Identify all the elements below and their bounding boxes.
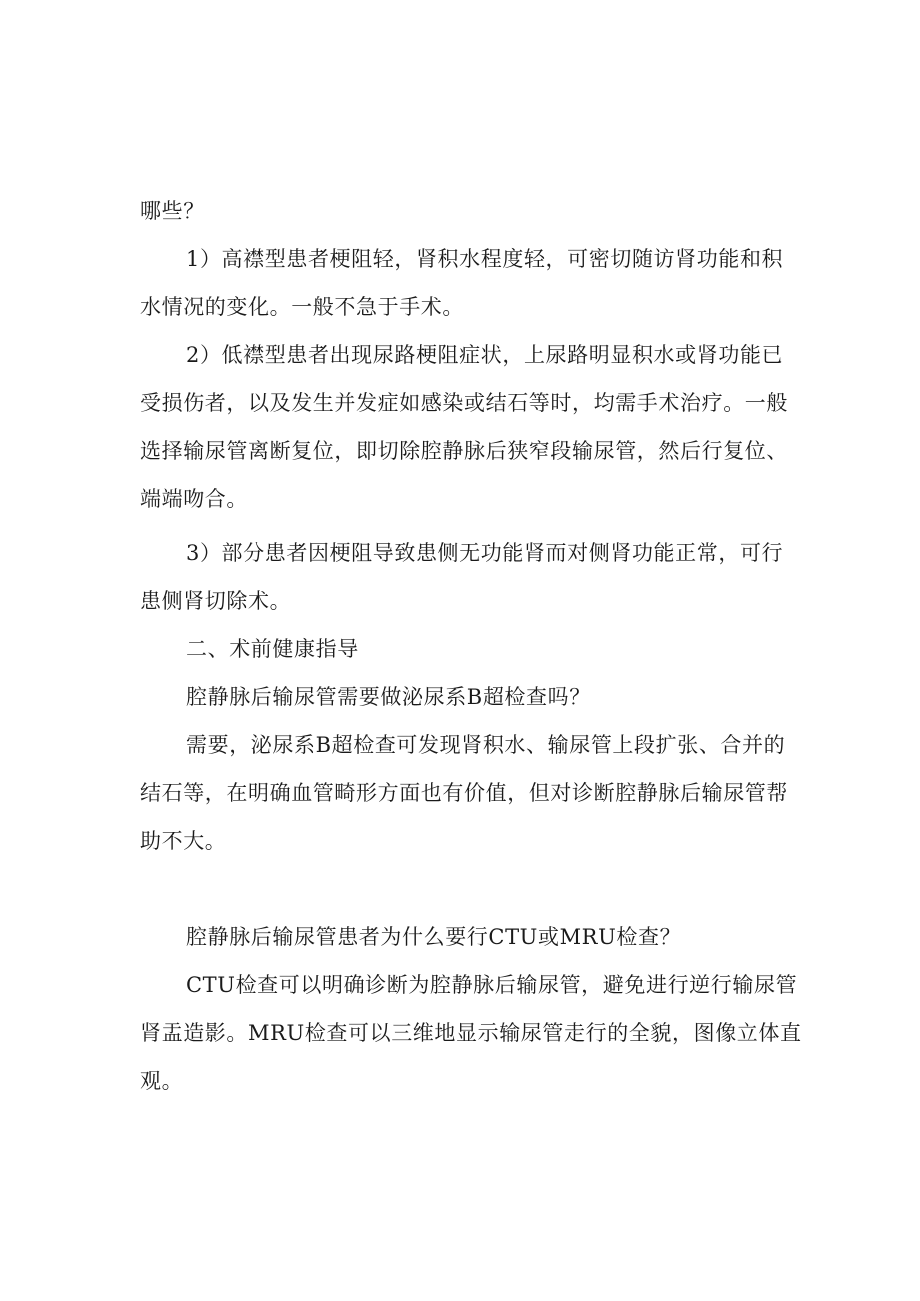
text-line: 水情况的变化。一般不急于手术。 xyxy=(140,295,464,319)
text-line-item-3: 3）部分患者因梗阻导致患侧无功能肾而对侧肾功能正常，可行 xyxy=(186,541,784,565)
answer-line: 助不大。 xyxy=(140,829,227,853)
text-line-item-2: 2）低襟型患者出现尿路梗阻症状，上尿路明显积水或肾功能已 xyxy=(186,343,784,367)
question-heading: 腔静脉后输尿管患者为什么要行CTU或MRU检查？ xyxy=(186,925,682,949)
text-line: 端端吻合。 xyxy=(140,487,248,511)
answer-line: 结石等，在明确血管畸形方面也有价值，但对诊断腔静脉后输尿管帮 xyxy=(140,781,788,805)
section-heading: 二、术前健康指导 xyxy=(186,637,359,661)
text-line-item-1: 1）高襟型患者梗阻轻，肾积水程度轻，可密切随访肾功能和积 xyxy=(186,247,784,271)
question-heading: 腔静脉后输尿管需要做泌尿系B超检查吗？ xyxy=(186,685,591,709)
text-line-continuation: 哪些？ xyxy=(140,199,205,223)
text-line: 受损伤者，以及发生并发症如感染或结石等时，均需手术治疗。一般 xyxy=(140,391,788,415)
answer-line: 观。 xyxy=(140,1069,184,1093)
text-line: 患侧肾切除术。 xyxy=(140,589,292,613)
answer-line: 肾盂造影。MRU检查可以三维地显示输尿管走行的全貌，图像立体直 xyxy=(140,1021,802,1045)
text-line: 选择输尿管离断复位，即切除腔静脉后狭窄段输尿管，然后行复位、 xyxy=(140,439,788,463)
answer-line: 需要，泌尿系B超检查可发现肾积水、输尿管上段扩张、合并的 xyxy=(186,733,786,757)
answer-line: CTU检查可以明确诊断为腔静脉后输尿管，避免进行逆行输尿管 xyxy=(186,973,798,997)
